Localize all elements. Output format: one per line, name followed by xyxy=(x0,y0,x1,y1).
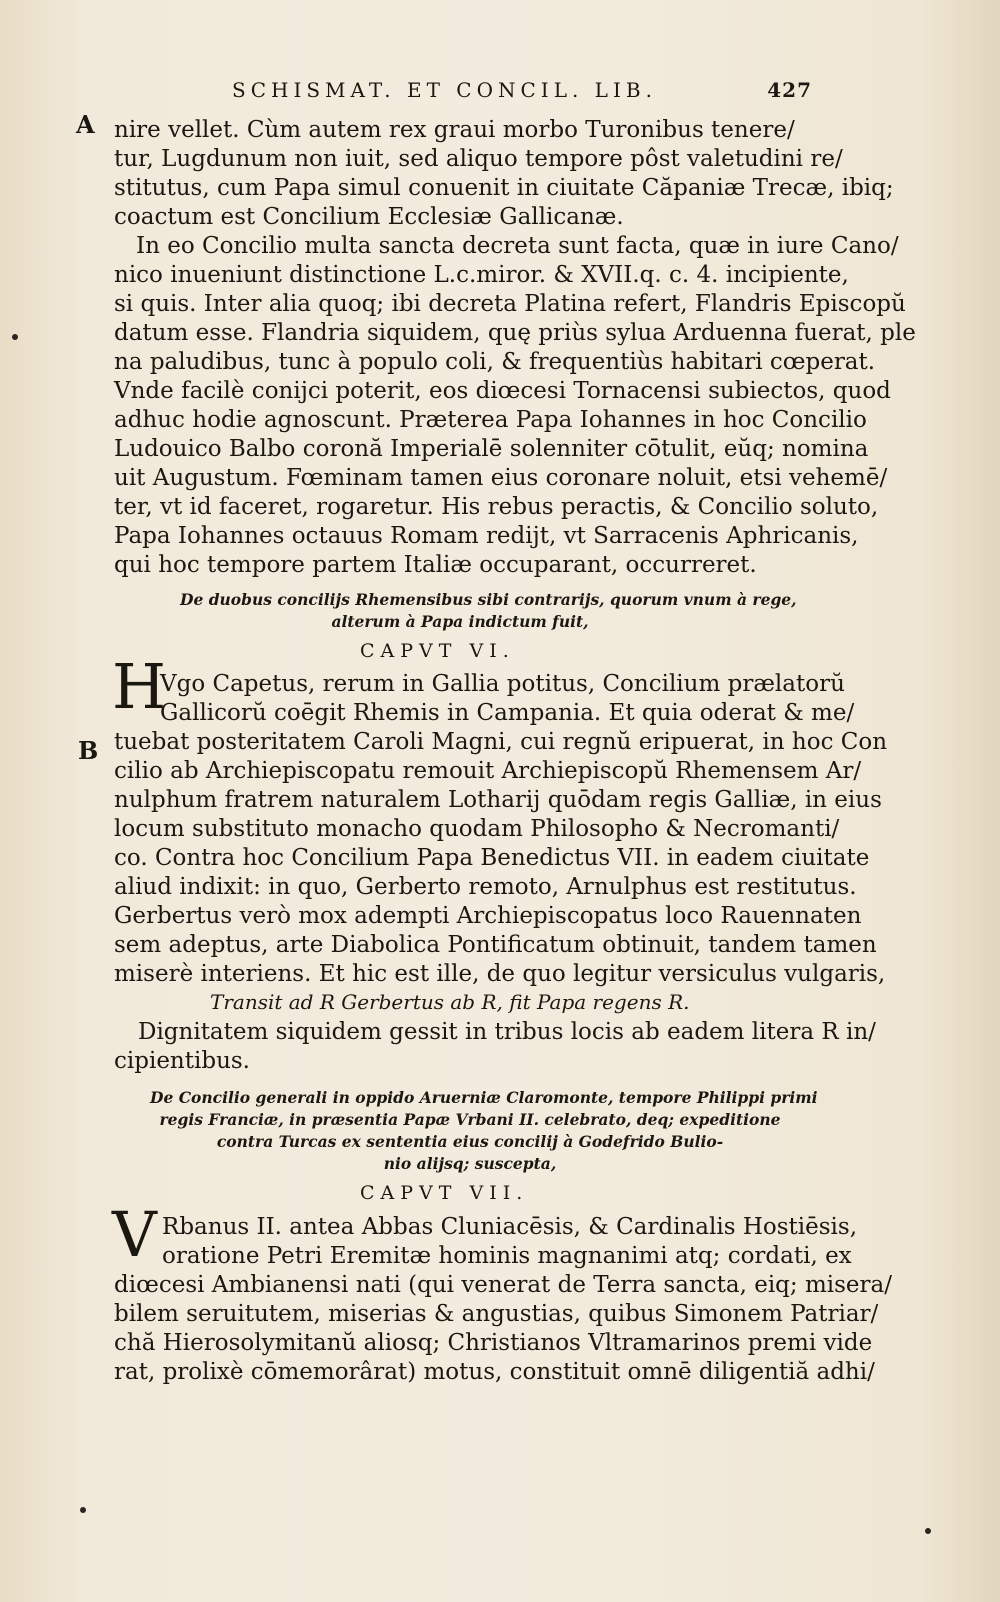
text-line: qui hoc tempore partem Italiæ occuparant, occurreret. xyxy=(114,552,757,578)
text-line: locum substituto monacho quodam Philosopho & Necromanti/ xyxy=(114,816,840,842)
drop-cap-h: H xyxy=(112,650,167,723)
text-line: nulphum fratrem naturalem Lotharij quōdam regis Galliæ, in eius xyxy=(114,787,882,813)
text-line: oratione Petri Eremitæ hominis magnanimi atq; cordati, ex xyxy=(162,1243,852,1269)
text-line: Ludouico Balbo coronă Imperialē solenniter cōtulit, eŭq; nomina xyxy=(114,436,869,462)
page-number: 427 xyxy=(767,78,812,102)
text-line: adhuc hodie agnoscunt. Præterea Papa Iohannes in hoc Concilio xyxy=(114,407,867,433)
chapter-7-summary-line-1: De Concilio generali in oppido Aruerniæ Claromonte, tempore Philippi primi xyxy=(150,1088,818,1107)
text-line: aliud indixit: in quo, Gerberto remoto, Arnulphus est restitutus. xyxy=(114,874,857,900)
text-line: chă Hierosolymitanŭ aliosq; Christianos Vltramarinos premi vide xyxy=(114,1330,873,1356)
text-line: bilem seruitutem, miserias & angustias, quibus Simonem Patriar/ xyxy=(114,1301,879,1327)
text-line: Dignitatem siquidem gessit in tribus locis ab eadem litera R in/ xyxy=(138,1019,876,1045)
ink-speck xyxy=(925,1528,931,1534)
margin-letter-a: A xyxy=(76,110,95,139)
text-line: si quis. Inter alia quoq; ibi decreta Platina refert, Flandris Episcopŭ xyxy=(114,291,906,317)
text-line: diœcesi Ambianensi nati (qui venerat de Terra sancta, eiq; misera/ xyxy=(114,1272,893,1298)
chapter-7-heading: CAPVT VII. xyxy=(360,1182,529,1204)
text-line: coactum est Concilium Ecclesiæ Gallicanæ. xyxy=(114,204,624,230)
text-line: stitutus, cum Papa simul conuenit in ciuitate Căpaniæ Trecæ, ibiq; xyxy=(114,175,894,201)
text-line: co. Contra hoc Concilium Papa Benedictus VII. in eadem ciuitate xyxy=(114,845,870,871)
text-line: In eo Concilio multa sancta decreta sunt facta, quæ in iure Cano/ xyxy=(136,233,899,259)
text-line: rat, prolixè cōmemorârat) motus, constituit omnē diligentiă adhi/ xyxy=(114,1359,875,1385)
text-line: Vnde facilè conijci poterit, eos diœcesi Tornacensi subiectos, quod xyxy=(114,378,891,404)
text-line: Vgo Capetus, rerum in Gallia potitus, Concilium prælatorŭ xyxy=(160,671,845,697)
verse-line: Transit ad R Gerbertus ab R, fit Papa regens R. xyxy=(210,990,690,1014)
text-line: tur, Lugdunum non iuit, sed aliquo tempore pôst valetudini re/ xyxy=(114,146,843,172)
text-line: cipientibus. xyxy=(114,1048,250,1074)
text-line: tuebat posteritatem Caroli Magni, cui regnŭ eripuerat, in hoc Con xyxy=(114,729,888,755)
text-line: Gerbertus verò mox adempti Archiepiscopatus loco Rauennaten xyxy=(114,903,862,929)
text-line: cilio ab Archiepiscopatu remouit Archiepiscopŭ Rhemensem Ar/ xyxy=(114,758,862,784)
text-line: sem adeptus, arte Diabolica Pontificatum obtinuit, tandem tamen xyxy=(114,932,877,958)
text-line: datum esse. Flandria siquidem, quę priùs sylua Arduenna fuerat, ple xyxy=(114,320,916,346)
text-line: nire vellet. Cùm autem rex graui morbo Turonibus tenere/ xyxy=(114,117,795,143)
text-line: nico inueniunt distinctione L.c.miror. & XVII.q. c. 4. incipiente, xyxy=(114,262,849,288)
chapter-6-heading: CAPVT VI. xyxy=(360,640,515,662)
chapter-6-summary-line-1: De duobus concilijs Rhemensibus sibi contrarijs, quorum vnum à rege, xyxy=(180,590,797,609)
chapter-7-summary-line-4: nio alijsq; suscepta, xyxy=(383,1154,557,1173)
running-title: SCHISMAT. ET CONCIL. LIB. xyxy=(232,78,657,102)
ink-speck xyxy=(12,334,18,340)
text-line: na paludibus, tunc à populo coli, & frequentiùs habitari cœperat. xyxy=(114,349,876,375)
chapter-7-summary-line-3: contra Turcas ex sententia eius concilij à Godefrido Bulio- xyxy=(216,1132,724,1151)
ink-speck xyxy=(80,1507,86,1513)
chapter-7-summary-line-2: regis Franciæ, in præsentia Papæ Vrbani II. celebrato, deq; expeditione xyxy=(159,1110,781,1129)
text-line: miserè interiens. Et hic est ille, de quo legitur versiculus vulgaris, xyxy=(114,961,886,987)
chapter-6-summary-line-2: alterum à Papa indictum fuit, xyxy=(331,612,589,631)
text-line: Papa Iohannes octauus Romam redijt, vt Sarracenis Aphricanis, xyxy=(114,523,859,549)
text-line: Gallicorŭ coēgit Rhemis in Campania. Et quia oderat & me/ xyxy=(160,700,855,726)
text-line: ter, vt id faceret, rogaretur. His rebus peractis, & Concilio soluto, xyxy=(114,494,879,520)
text-line: Rbanus II. antea Abbas Cluniacēsis, & Cardinalis Hostiēsis, xyxy=(162,1214,858,1240)
drop-cap-v: V xyxy=(112,1198,157,1271)
margin-letter-b: B xyxy=(78,736,99,765)
text-line: uit Augustum. Fœminam tamen eius coronare noluit, etsi vehemē/ xyxy=(114,465,888,491)
running-head xyxy=(232,78,812,102)
